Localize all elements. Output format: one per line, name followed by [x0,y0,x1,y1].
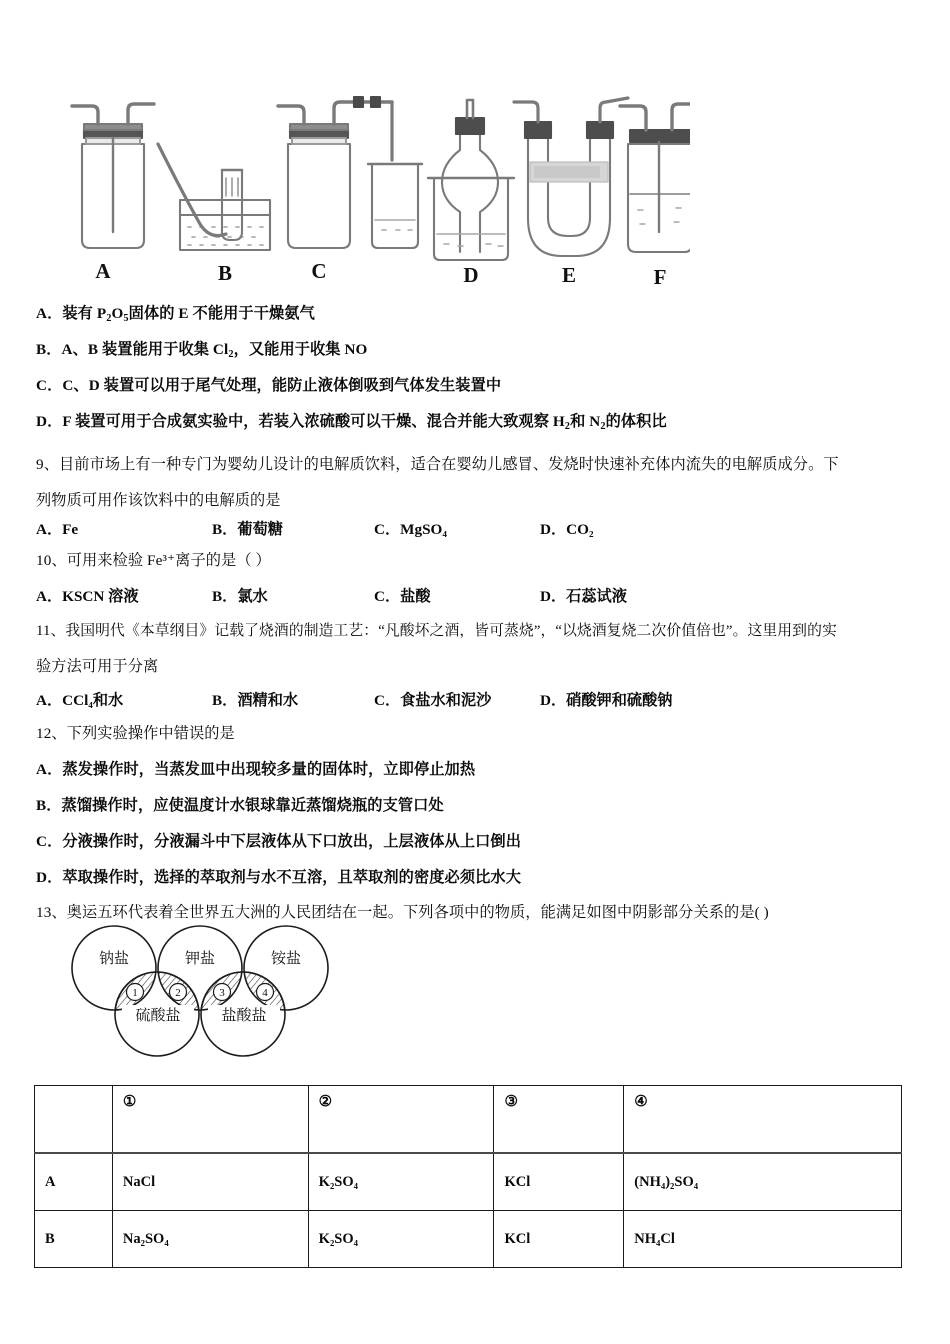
q8-option-d-mid: 和 N [570,413,601,430]
table-header-2: ② [308,1086,494,1154]
ring-num-2: 2 [175,987,181,999]
svg-text:B: B [217,261,233,285]
q8-option-d-sub2: 2 [600,420,606,432]
question-10-stem [36,551,271,571]
q8-option-a [36,304,315,329]
table-header-4: ④ [624,1086,902,1154]
q12-option-a[interactable] [36,760,475,780]
q10-option-a[interactable]: A．KSCN 溶液 [36,588,139,605]
apparatus-c-icon [278,97,422,248]
table-header-row [35,1086,902,1154]
question-9-stem-line2 [36,491,281,511]
olympic-rings-diagram [52,922,372,1062]
q12-option-b[interactable] [36,796,444,816]
q12-option-d[interactable] [36,868,521,888]
question-13-stem [36,903,769,923]
table-cell-b3: KCl [494,1211,624,1268]
question-9-stem-line1 [36,455,839,475]
q8-option-b-post: ，又能用于收集 NO [233,341,368,358]
q8-option-c [36,376,501,396]
ring-label-potassium: 钾盐 [184,951,216,967]
table-cell-a2: K₂SO₄ [308,1153,494,1211]
apparatus-a-icon [72,104,154,248]
ring-num-3: 3 [219,987,225,999]
q8-option-a-label: A． [36,305,63,322]
q11-option-d[interactable]: D．硝酸钾和硫酸钠 [540,692,673,709]
q8-option-b-pre: A、B 装置能用于收集 Cl [61,341,229,358]
question-9-number: 9、 [36,456,59,473]
question-12-number: 12、 [36,725,67,742]
q8-option-d [36,412,667,437]
table-row-label-b: B [35,1211,113,1268]
q11-option-c[interactable]: C．食盐水和泥沙 [374,692,492,709]
question-12-stem-text: 下列实验操作中错误的是 [66,725,235,742]
q12-option-d-label: D． [36,869,63,886]
ring-label-sulfate: 硫酸盐 [135,1008,181,1024]
q8-option-b-label: B． [36,341,62,358]
table-row-label-a: A [35,1153,113,1211]
q8-option-a-mid: O [111,305,124,322]
q8-option-d-label: D． [36,413,63,430]
question-12-stem [36,724,235,744]
question-11-stem-line1 [36,621,837,641]
q8-option-b-sub1: 2 [228,348,234,360]
q8-option-d-post: 的体积比 [605,413,667,430]
question-11-stem-text1: 我国明代《本草纲目》记载了烧酒的制造工艺：“凡酸坏之酒，皆可蒸烧”，“以烧酒复烧二次价值倍也”。这里用到的实 [65,623,837,639]
svg-text:C: C [311,259,327,283]
q12-option-d-text: 萃取操作时，选择的萃取剂与水不互溶，且萃取剂的密度必须比水大 [62,869,521,886]
q8-option-c-pre: C、D 装置可以用于尾气处理，能防止液体倒吸到气体发生装置中 [62,377,502,394]
q11-option-b[interactable]: B．酒精和水 [212,692,299,709]
table-header-1: ① [112,1086,308,1154]
table-header-3: ③ [494,1086,624,1154]
question-10-stem-text: 可用来检验 Fe³⁺离子的是（ ） [66,552,271,569]
question-11-stem-text2: 验方法可用于分离 [36,658,159,675]
apparatus-figure [62,82,690,290]
q11-option-a[interactable]: A．CCl₄和水 [36,692,124,709]
apparatus-e-icon [514,98,628,256]
table-row[interactable] [35,1153,902,1211]
ring-label-sodium: 钠盐 [98,951,130,967]
q8-option-a-pre: 装有 P [62,305,107,322]
table-row[interactable] [35,1211,902,1268]
q12-option-a-text: 蒸发操作时，当蒸发皿中出现较多量的固体时，立即停止加热 [62,761,476,778]
svg-text:F: F [653,265,667,289]
ring-num-1: 1 [132,987,138,999]
question-9-stem-text1: 目前市场上有一种专门为婴幼儿设计的电解质饮料，适合在婴幼儿感冒、发烧时快速补充体内流失的电解质成分。下 [58,456,839,473]
answer-options-table [34,1085,902,1268]
apparatus-d-icon [428,100,514,260]
question-10-number: 10、 [36,552,67,569]
apparatus-b-icon [158,144,270,250]
q8-option-a-sub2: 5 [123,312,129,324]
table-cell-b1: Na₂SO₄ [112,1211,308,1268]
q12-option-b-label: B． [36,797,62,814]
ring-label-ammonium: 铵盐 [270,951,302,967]
question-13-number: 13、 [36,904,67,921]
q8-option-c-label: C． [36,377,63,394]
ring-label-chloride: 盐酸盐 [221,1008,267,1024]
q10-option-c[interactable]: C．盐酸 [374,588,431,605]
q9-option-b[interactable]: B．葡萄糖 [212,521,283,538]
table-cell-a3: KCl [494,1153,624,1211]
question-9-stem-text2: 列物质可用作该饮料中的电解质的是 [36,492,281,509]
q12-option-c-label: C． [36,833,63,850]
question-13-stem-text: 奥运五环代表着全世界五大洲的人民团结在一起。下列各项中的物质，能满足如图中阴影部分关系的是( ) [66,904,769,921]
table-cell-a4: (NH₄)₂SO₄ [624,1153,902,1211]
table-corner-cell [35,1086,113,1154]
question-11-number: 11、 [36,623,66,639]
q9-option-c[interactable]: C．MgSO₄ [374,521,447,538]
q12-option-a-label: A． [36,761,63,778]
table-cell-a1: NaCl [112,1153,308,1211]
apparatus-f-icon [620,104,690,252]
svg-text:D: D [463,263,479,287]
q12-option-c[interactable] [36,832,521,852]
svg-text:E: E [561,263,577,287]
q8-option-a-post: 固体的 E 不能用于干燥氨气 [128,305,315,322]
q8-option-d-sub1: 2 [564,420,571,432]
q12-option-c-text: 分液操作时，分液漏斗中下层液体从下口放出，上层液体从上口倒出 [62,833,521,850]
question-11-stem-line2 [36,657,158,677]
q9-option-a[interactable]: A．Fe [36,521,79,538]
svg-text:A: A [95,259,111,283]
table-cell-b2: K₂SO₄ [308,1211,494,1268]
ring-num-4: 4 [262,987,268,999]
q12-option-b-text: 蒸馏操作时，应使温度计水银球靠近蒸馏烧瓶的支管口处 [61,797,444,814]
q8-option-d-pre: F 装置可用于合成氨实验中，若装入浓硫酸可以干燥、混合并能大致观察 H [62,413,565,430]
table-cell-b4: NH₄Cl [624,1211,902,1268]
q8-option-b [36,340,367,365]
q9-option-d[interactable]: D．CO₂ [540,521,594,538]
q8-option-a-sub1: 2 [106,312,112,324]
q10-option-d[interactable]: D．石蕊试液 [540,588,627,605]
q10-option-b[interactable]: B．氯水 [212,588,268,605]
